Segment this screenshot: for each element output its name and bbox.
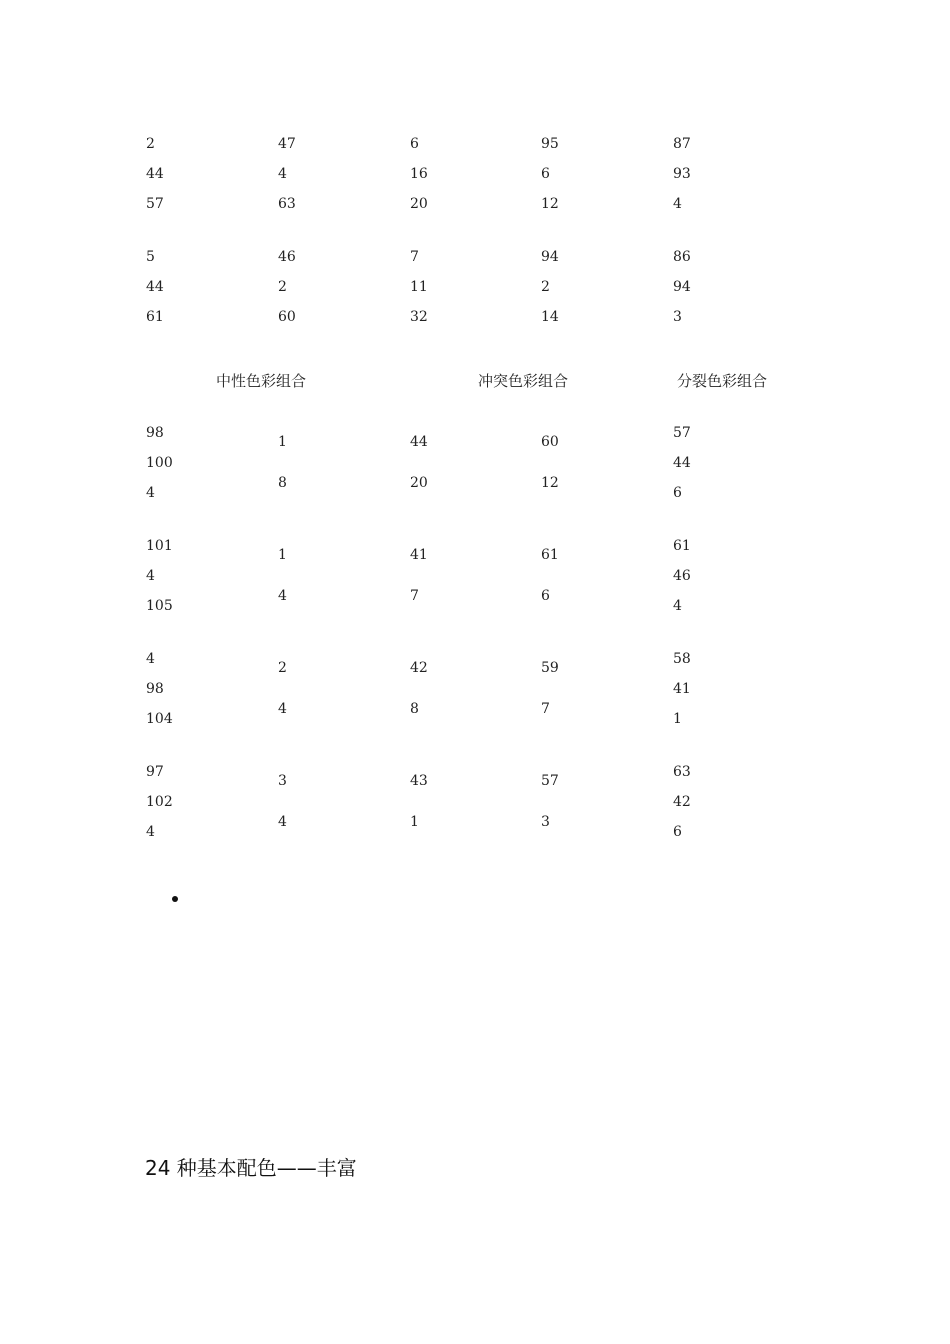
- top-number: 44: [146, 166, 164, 182]
- conflict-number: 61: [541, 547, 559, 563]
- split-number: 44: [673, 455, 691, 471]
- conflict-number: 57: [541, 773, 559, 789]
- split-number: 63: [673, 764, 691, 780]
- split-number: 57: [673, 425, 691, 441]
- top-number: 12: [541, 196, 559, 212]
- neutral-number: 4: [146, 824, 155, 840]
- top-number: 6: [541, 166, 550, 182]
- neutral-number: 101: [146, 538, 173, 554]
- conflict-number: 20: [410, 475, 428, 491]
- top-number: 7: [410, 249, 419, 265]
- conflict-number: 7: [541, 701, 550, 717]
- top-number: 14: [541, 309, 559, 325]
- top-number: 20: [410, 196, 428, 212]
- top-number: 94: [673, 279, 691, 295]
- top-number: 86: [673, 249, 691, 265]
- top-number: 32: [410, 309, 428, 325]
- neutral-number: 100: [146, 455, 173, 471]
- split-number: 46: [673, 568, 691, 584]
- split-number: 61: [673, 538, 691, 554]
- neutral-number: 104: [146, 711, 173, 727]
- top-number: 63: [278, 196, 296, 212]
- conflict-number: 60: [541, 434, 559, 450]
- header-split-combination: 分裂色彩组合: [677, 372, 768, 390]
- top-number: 6: [410, 136, 419, 152]
- conflict-number: 8: [278, 475, 287, 491]
- conflict-number: 43: [410, 773, 428, 789]
- top-number: 2: [146, 136, 155, 152]
- conflict-number: 2: [278, 660, 287, 676]
- conflict-number: 4: [278, 701, 287, 717]
- split-number: 41: [673, 681, 691, 697]
- top-number: 46: [278, 249, 296, 265]
- conflict-number: 12: [541, 475, 559, 491]
- section-title: 24 种基本配色——丰富: [145, 1156, 357, 1180]
- split-number: 42: [673, 794, 691, 810]
- split-number: 6: [673, 824, 682, 840]
- top-number: 87: [673, 136, 691, 152]
- top-number: 2: [278, 279, 287, 295]
- top-number: 5: [146, 249, 155, 265]
- header-neutral-combination: 中性色彩组合: [216, 372, 307, 390]
- conflict-number: 44: [410, 434, 428, 450]
- conflict-number: 3: [541, 814, 550, 830]
- neutral-number: 102: [146, 794, 173, 810]
- neutral-number: 98: [146, 681, 164, 697]
- top-number: 3: [673, 309, 682, 325]
- header-conflict-combination: 冲突色彩组合: [478, 372, 569, 390]
- conflict-number: 1: [410, 814, 419, 830]
- conflict-number: 6: [541, 588, 550, 604]
- top-number: 2: [541, 279, 550, 295]
- conflict-number: 1: [278, 434, 287, 450]
- neutral-number: 105: [146, 598, 173, 614]
- split-number: 4: [673, 598, 682, 614]
- split-number: 1: [673, 711, 682, 727]
- neutral-number: 4: [146, 651, 155, 667]
- top-number: 44: [146, 279, 164, 295]
- neutral-number: 97: [146, 764, 164, 780]
- top-number: 4: [673, 196, 682, 212]
- bullet-icon: [172, 896, 178, 902]
- top-number: 11: [410, 279, 428, 295]
- top-number: 94: [541, 249, 559, 265]
- conflict-number: 4: [278, 814, 287, 830]
- split-number: 6: [673, 485, 682, 501]
- top-number: 60: [278, 309, 296, 325]
- neutral-number: 4: [146, 568, 155, 584]
- conflict-number: 7: [410, 588, 419, 604]
- top-number: 57: [146, 196, 164, 212]
- conflict-number: 59: [541, 660, 559, 676]
- conflict-number: 42: [410, 660, 428, 676]
- top-number: 93: [673, 166, 691, 182]
- conflict-number: 4: [278, 588, 287, 604]
- conflict-number: 8: [410, 701, 419, 717]
- neutral-number: 98: [146, 425, 164, 441]
- conflict-number: 1: [278, 547, 287, 563]
- conflict-number: 41: [410, 547, 428, 563]
- top-number: 4: [278, 166, 287, 182]
- conflict-number: 3: [278, 773, 287, 789]
- top-number: 95: [541, 136, 559, 152]
- neutral-number: 4: [146, 485, 155, 501]
- top-number: 47: [278, 136, 296, 152]
- split-number: 58: [673, 651, 691, 667]
- top-number: 16: [410, 166, 428, 182]
- top-number: 61: [146, 309, 164, 325]
